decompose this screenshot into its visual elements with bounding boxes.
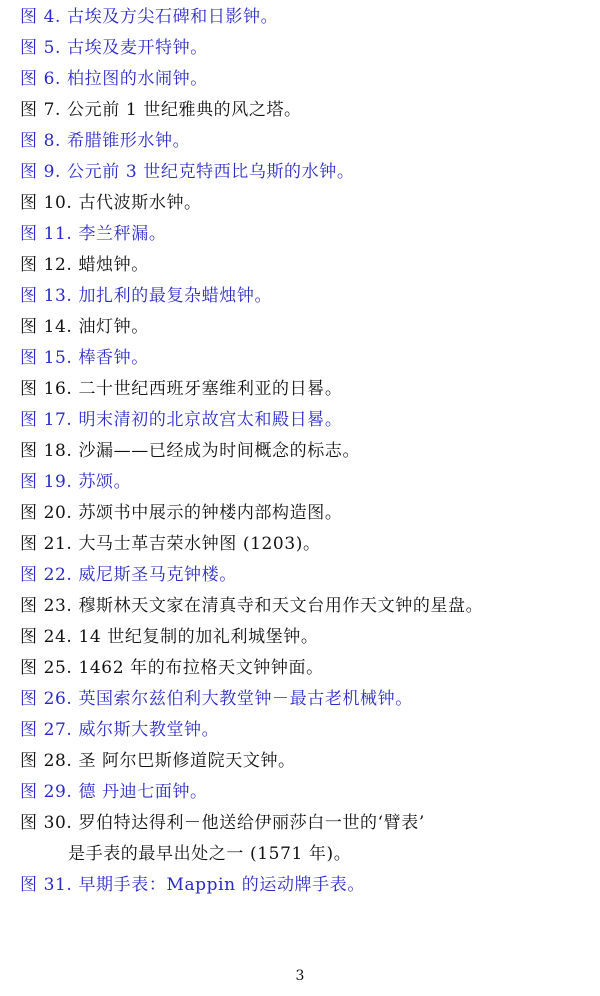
figure-link[interactable]	[20, 219, 590, 250]
figure-caption	[20, 95, 590, 126]
figure-link[interactable]	[20, 33, 590, 64]
figure-caption-text: 图 13. 加扎利的最复杂蜡烛钟。	[20, 286, 273, 306]
figure-caption	[20, 374, 590, 405]
figure-caption-text: 图 11. 李兰秤漏。	[20, 224, 167, 244]
figure-caption-text: 图 21. 大马士革吉荣水钟图 (1203)。	[20, 534, 321, 554]
figure-list	[20, 2, 590, 901]
figure-caption-text: 图 15. 棒香钟。	[20, 348, 149, 368]
figure-caption-text: 图 28. 圣 阿尔巴斯修道院天文钟。	[20, 751, 296, 771]
figure-caption-text: 图 26. 英国索尔兹伯利大教堂钟－最古老机械钟。	[20, 689, 413, 709]
page-number: 3	[295, 968, 305, 984]
figure-caption-text: 图 8. 希腊锥形水钟。	[20, 131, 191, 151]
figure-caption-text: 图 23. 穆斯林天文家在清真寺和天文台用作天文钟的星盘。	[20, 596, 484, 616]
figure-caption-text: 图 6. 柏拉图的水闹钟。	[20, 69, 208, 89]
figure-caption	[20, 188, 590, 219]
figure-link[interactable]	[20, 684, 590, 715]
figure-caption	[20, 529, 590, 560]
figure-link[interactable]	[20, 467, 590, 498]
figure-link[interactable]	[20, 777, 590, 808]
figure-caption-text: 图 22. 威尼斯圣马克钟楼。	[20, 565, 237, 585]
figure-link[interactable]	[20, 405, 590, 436]
figure-caption	[20, 653, 590, 684]
figure-caption-text: 图 20. 苏颂书中展示的钟楼内部构造图。	[20, 503, 343, 523]
figure-caption-text: 图 9. 公元前 3 世纪克特西比乌斯的水钟。	[20, 162, 355, 182]
figure-link[interactable]	[20, 870, 590, 901]
figure-caption-text: 图 4. 古埃及方尖石碑和日影钟。	[20, 7, 279, 27]
figure-caption-text: 图 17. 明末清初的北京故宫太和殿日晷。	[20, 410, 343, 430]
figure-caption-text: 图 14. 油灯钟。	[20, 317, 149, 337]
figure-caption	[20, 746, 590, 777]
figure-link[interactable]	[20, 281, 590, 312]
figure-caption-text: 图 30. 罗伯特达得利－他送给伊丽莎白一世的‘臂表’	[20, 813, 425, 833]
figure-caption-continuation: 是手表的最早出处之一 (1571 年)。	[68, 844, 352, 864]
figure-caption-text: 图 5. 古埃及麦开特钟。	[20, 38, 208, 58]
figure-caption	[20, 498, 590, 529]
figure-link[interactable]	[20, 126, 590, 157]
figure-caption-text: 图 27. 威尔斯大教堂钟。	[20, 720, 220, 740]
figure-caption	[20, 250, 590, 281]
figure-caption-text: 图 31. 早期手表：Mappin 的运动牌手表。	[20, 875, 365, 895]
figure-link[interactable]	[20, 560, 590, 591]
figure-caption-text: 图 24. 14 世纪复制的加礼利城堡钟。	[20, 627, 319, 647]
figure-caption	[20, 591, 590, 622]
figure-caption-text: 图 10. 古代波斯水钟。	[20, 193, 202, 213]
figure-caption-text: 图 18. 沙漏——已经成为时间概念的标志。	[20, 441, 361, 461]
figure-caption	[20, 808, 590, 870]
figure-link[interactable]	[20, 2, 590, 33]
figure-link[interactable]	[20, 157, 590, 188]
figure-caption-text: 图 25. 1462 年的布拉格天文钟钟面。	[20, 658, 324, 678]
figure-link[interactable]	[20, 64, 590, 95]
figure-caption	[20, 312, 590, 343]
figure-link[interactable]	[20, 715, 590, 746]
figure-caption-text: 图 29. 德 丹迪七面钟。	[20, 782, 208, 802]
figure-caption-text: 图 7. 公元前 1 世纪雅典的风之塔。	[20, 100, 302, 120]
figure-caption-text: 图 16. 二十世纪西班牙塞维利亚的日晷。	[20, 379, 343, 399]
figure-caption-text: 图 12. 蜡烛钟。	[20, 255, 149, 275]
figure-caption	[20, 436, 590, 467]
figure-caption-text: 图 19. 苏颂。	[20, 472, 132, 492]
figure-link[interactable]	[20, 343, 590, 374]
figure-caption	[20, 622, 590, 653]
